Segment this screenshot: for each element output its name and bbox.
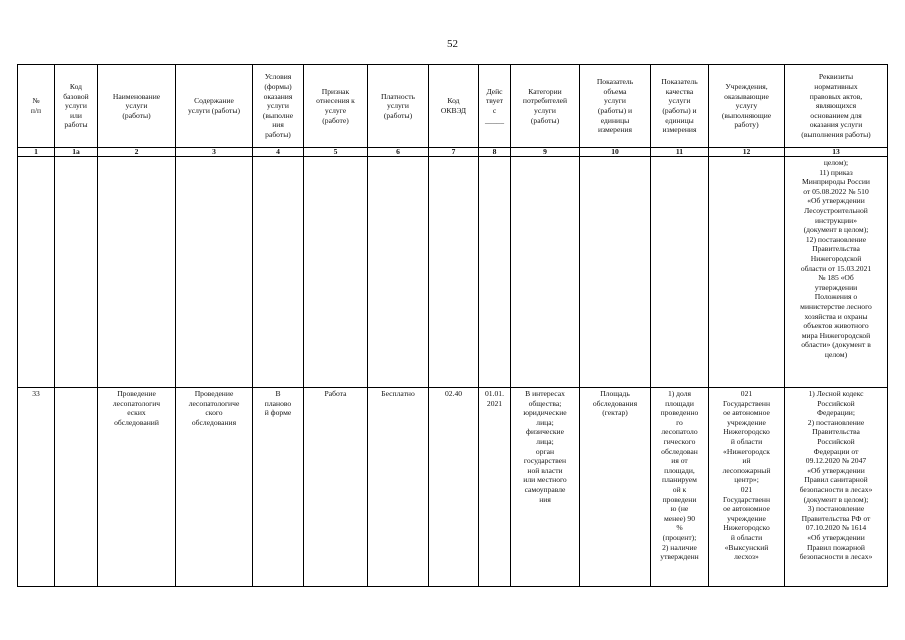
column-number: 10: [580, 148, 651, 157]
header-cell-valid-from: Дейс твует с _____: [479, 65, 511, 148]
table-cell: [98, 157, 176, 388]
column-number: 8: [479, 148, 511, 157]
consumers-cell: В интересах общества; юридические лица; физические лица; орган государствен ной власти или местного самоуправле ния: [511, 388, 580, 587]
column-number: 7: [429, 148, 479, 157]
column-number: 4: [253, 148, 304, 157]
column-number: 1: [18, 148, 55, 157]
okved-cell: 02.40: [429, 388, 479, 587]
page-number: 52: [447, 38, 458, 50]
table-cell: [511, 157, 580, 388]
institutions-cell: 021 Государственн ое автономное учреждение Нижегородско й области «Нижегородск ий лесопожарный центр»; 021 Государственн ое автономное учреждение Нижегородско й области «Выксунский лесхоз»: [709, 388, 785, 587]
table-cell: [429, 157, 479, 388]
header-cell-consumers: Категории потребителей услуги (работы): [511, 65, 580, 148]
column-number: 5: [304, 148, 368, 157]
table-cell: [18, 157, 55, 388]
conditions-cell: В планово й форме: [253, 388, 304, 587]
services-registry-table: [17, 64, 888, 587]
column-number: 13: [785, 148, 888, 157]
column-number: 12: [709, 148, 785, 157]
quality-indicator-cell: 1) доля площади проведенно го лесопатоло гического обследован ия от площади, планируем ой к проведени ю (не менее) 90 % (процент); 2) наличие утвержденн: [651, 388, 709, 587]
header-cell-base-code: Код базовой услуги или работы: [55, 65, 98, 148]
header-cell-okved: Код ОКВЭД: [429, 65, 479, 148]
header-cell-service-content: Содержание услуги (работы): [176, 65, 253, 148]
table-cell: [55, 157, 98, 388]
column-number: 1а: [55, 148, 98, 157]
column-number: 9: [511, 148, 580, 157]
table-cell: [651, 157, 709, 388]
header-cell-quality-indicator: Показатель качества услуги (работы) и единицы измерения: [651, 65, 709, 148]
column-number: 3: [176, 148, 253, 157]
table-row-continuation: [18, 157, 888, 388]
column-number-row: [18, 148, 888, 157]
table-cell: [304, 157, 368, 388]
payment-cell: Бесплатно: [368, 388, 429, 587]
header-cell-legal-acts: Реквизиты нормативных правовых актов, являющихся основанием для оказания услуги (выполнения работы): [785, 65, 888, 148]
table-cell: [253, 157, 304, 388]
table-cell: [580, 157, 651, 388]
row-number-cell: 33: [18, 388, 55, 587]
column-number: 2: [98, 148, 176, 157]
table-cell: [709, 157, 785, 388]
header-cell-institutions: Учреждения, оказывающие услугу (выполняющие работу): [709, 65, 785, 148]
header-cell-payment: Платность услуги (работы): [368, 65, 429, 148]
table-cell: [176, 157, 253, 388]
header-cell-service-name: Наименование услуги (работы): [98, 65, 176, 148]
header-cell-conditions: Условия (формы) оказания услуги (выполне ния работы): [253, 65, 304, 148]
header-cell-attribute: Признак отнесения к услуге (работе): [304, 65, 368, 148]
column-number: 11: [651, 148, 709, 157]
column-number: 6: [368, 148, 429, 157]
legal-acts-cell: 1) Лесной кодекс Российской Федерации; 2) постановление Правительства Российской Федерации от 09.12.2020 № 2047 «Об утверждении Правил санитарной безопасности в лесах» (документ в целом); 3) постановление Правительства РФ от 07.10.2020 № 1614 «Об утверждении Правил пожарной безопасности в лесах»: [785, 388, 888, 587]
header-row: [18, 65, 888, 148]
table-cell: [368, 157, 429, 388]
header-cell-volume-indicator: Показатель объема услуги (работы) и единицы измерения: [580, 65, 651, 148]
service-name-cell: Проведение лесопатологич еских обследований: [98, 388, 176, 587]
base-code-cell: [55, 388, 98, 587]
attribute-cell: Работа: [304, 388, 368, 587]
volume-indicator-cell: Площадь обследования (гектар): [580, 388, 651, 587]
service-content-cell: Проведение лесопатологиче ского обследования: [176, 388, 253, 587]
table-row-33: [18, 388, 888, 587]
valid-from-cell: 01.01. 2021: [479, 388, 511, 587]
header-cell-number: № п/п: [18, 65, 55, 148]
legal-acts-cell: целом); 11) приказ Минприроды России от 05.08.2022 № 510 «Об утверждении Лесоустроительной инструкции» (документ в целом); 12) постановление Правительства Нижегородской области от 15.03.2021 № 185 «Об утверждении Положения о министерстве лесного хозяйства и охраны объектов животного мира Нижегородской области» (документ в целом): [785, 157, 888, 388]
table-cell: [479, 157, 511, 388]
